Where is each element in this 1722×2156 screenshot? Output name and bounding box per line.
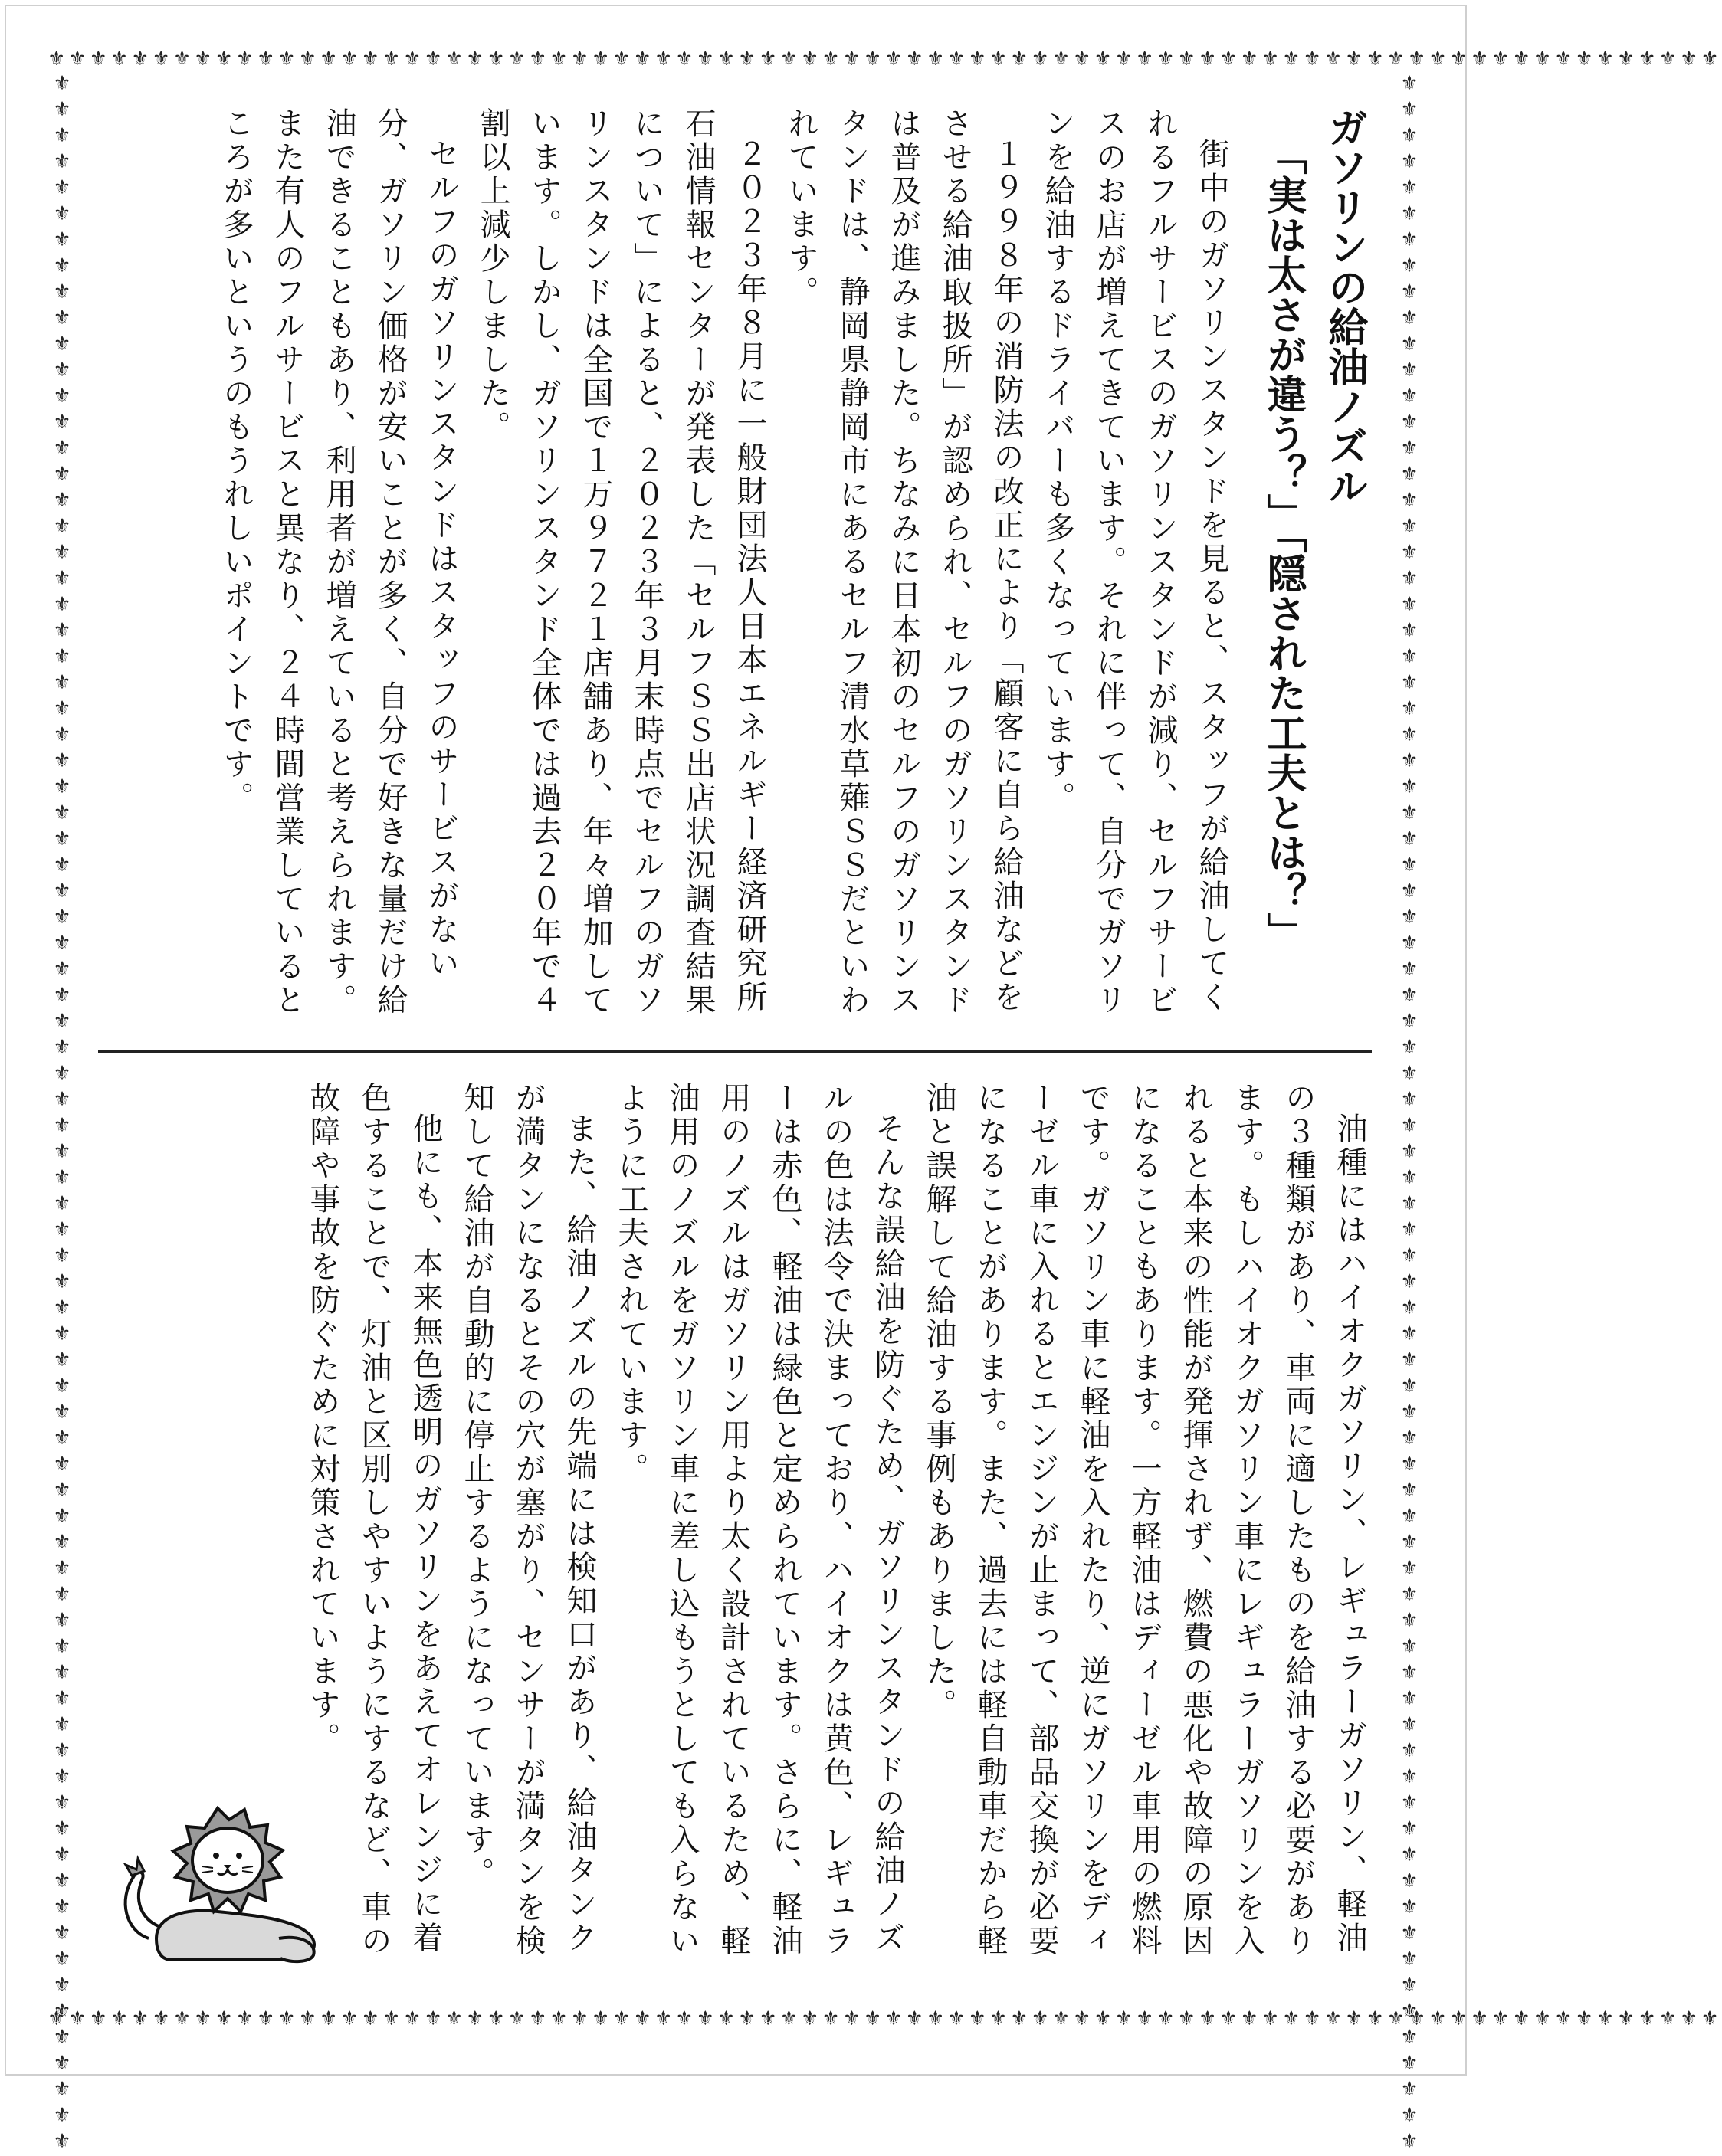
lion-eye-left	[213, 1853, 219, 1859]
title-main: ガソリンの給油ノズル	[1321, 107, 1367, 506]
decorative-border-bottom: ⚜⚜⚜⚜⚜⚜⚜⚜⚜⚜⚜⚜⚜⚜⚜⚜⚜⚜⚜⚜⚜⚜⚜⚜⚜⚜⚜⚜⚜⚜⚜⚜⚜⚜⚜⚜⚜⚜⚜⚜⚜⚜⚜⚜⚜⚜⚜⚜⚜⚜⚜⚜⚜⚜⚜⚜⚜⚜⚜⚜⚜⚜⚜⚜⚜⚜⚜⚜⚜⚜⚜⚜⚜⚜⚜⚜⚜⚜⚜⚜	[48, 2007, 1722, 2030]
lion-illustration	[103, 1785, 333, 1984]
top-paragraph: セルフのガソリンスタンドはスタッフのサービスがない分、ガソリン価格が安いことが多く、自分で好きな量だけ給油できることもあり、利用者が増えていると考えられます。また有人のフルサービスと異なり、２４時間営業しているところが多いというのもうれしいポイントです。	[218, 107, 459, 1017]
decorative-border-top: ⚜⚜⚜⚜⚜⚜⚜⚜⚜⚜⚜⚜⚜⚜⚜⚜⚜⚜⚜⚜⚜⚜⚜⚜⚜⚜⚜⚜⚜⚜⚜⚜⚜⚜⚜⚜⚜⚜⚜⚜⚜⚜⚜⚜⚜⚜⚜⚜⚜⚜⚜⚜⚜⚜⚜⚜⚜⚜⚜⚜⚜⚜⚜⚜⚜⚜⚜⚜⚜⚜⚜⚜⚜⚜⚜⚜⚜⚜⚜⚜	[48, 48, 1722, 70]
top-paragraph: ２０２３年８月に一般財団法人日本エネルギー経済研究所石油情報センターが発表した「セルフＳＳ出店状況調査結果について」によると、２０２３年３月末時点でセルフのガソリンスタンドは全国で１万９７２１店舗あり、年々増加しています。しかし、ガソリンスタンド全体では過去２０年で４割以上減少しました。	[475, 107, 767, 1017]
decorative-border-left: ⚜⚜⚜⚜⚜⚜⚜⚜⚜⚜⚜⚜⚜⚜⚜⚜⚜⚜⚜⚜⚜⚜⚜⚜⚜⚜⚜⚜⚜⚜⚜⚜⚜⚜⚜⚜⚜⚜⚜⚜⚜⚜⚜⚜⚜⚜⚜⚜⚜⚜⚜⚜⚜⚜⚜⚜⚜⚜⚜⚜⚜⚜⚜⚜⚜⚜⚜⚜⚜⚜⚜⚜⚜⚜⚜⚜⚜⚜⚜⚜	[51, 72, 74, 2156]
lion-face	[192, 1828, 263, 1892]
lion-tail-tuft	[126, 1859, 144, 1876]
bottom-paragraph: 他にも、本来無色透明のガソリンをあえてオレンジに着色することで、灯油と区別しやすいようにするなど、車の故障や事故を防ぐために対策されています。	[305, 1082, 443, 1958]
bottom-paragraph: そんな誤給油を防ぐため、ガソリンスタンドの給油ノズルの色は法令で決まっており、ハイオクは黄色、レギュラーは赤色、軽油は緑色と定められています。さらに、軽油用のノズルはガソリン用より太く設計されているため、軽油用のノズルをガソリン車に差し込もうとしても入らないように工夫されています。	[613, 1082, 905, 1958]
top-article-section	[149, 107, 1375, 1027]
title-subheading: 「実は太さが違う？」「隠された工夫とは？」	[1260, 135, 1306, 952]
decorative-border-right: ⚜⚜⚜⚜⚜⚜⚜⚜⚜⚜⚜⚜⚜⚜⚜⚜⚜⚜⚜⚜⚜⚜⚜⚜⚜⚜⚜⚜⚜⚜⚜⚜⚜⚜⚜⚜⚜⚜⚜⚜⚜⚜⚜⚜⚜⚜⚜⚜⚜⚜⚜⚜⚜⚜⚜⚜⚜⚜⚜⚜⚜⚜⚜⚜⚜⚜⚜⚜⚜⚜⚜⚜⚜⚜⚜⚜⚜⚜⚜⚜	[1398, 72, 1421, 2156]
top-paragraph: 街中のガソリンスタンドを見ると、スタッフが給油してくれるフルサービスのガソリンスタンドが減り、セルフサービスのお店が増えてきています。それに伴って、自分でガソリンを給油するドライバーも多くなっています。	[1040, 107, 1229, 1017]
lion-eye-right	[236, 1853, 242, 1859]
top-paragraph: １９９８年の消防法の改正により「顧客に自ら給油などをさせる給油取扱所」が認められ、セルフのガソリンスタンドは普及が進みました。ちなみに日本初のセルフのガソリンスタンドは、静岡県静岡市にあるセルフ清水草薙ＳＳだといわれています。	[783, 107, 1024, 1017]
lion-tail	[126, 1872, 160, 1938]
bottom-article-section	[225, 1082, 1375, 1971]
article-title	[1252, 107, 1375, 1027]
section-divider	[98, 1050, 1372, 1053]
bottom-paragraph: 油種にはハイオクガソリン、レギュラーガソリン、軽油の３種類があり、車両に適したものを給油する必要があります。もしハイオクガソリン車にレギュラーガソリンを入れると本来の性能が発揮されず、燃費の悪化や故障の原因になることもあります。一方軽油はディーゼル車用の燃料です。ガソリン車に軽油を入れたり、逆にガソリンをディーゼル車に入れるとエンジンが止まって、部品交換が必要になることがあります。また、過去には軽自動車だから軽油と誤解して給油する事例もありました。	[921, 1082, 1367, 1958]
bottom-paragraph: また、給油ノズルの先端には検知口があり、給油タンクが満タンになるとその穴が塞がり、センサーが満タンを検知して給油が自動的に停止するようになっています。	[459, 1082, 597, 1958]
lion-paw	[279, 1938, 314, 1961]
